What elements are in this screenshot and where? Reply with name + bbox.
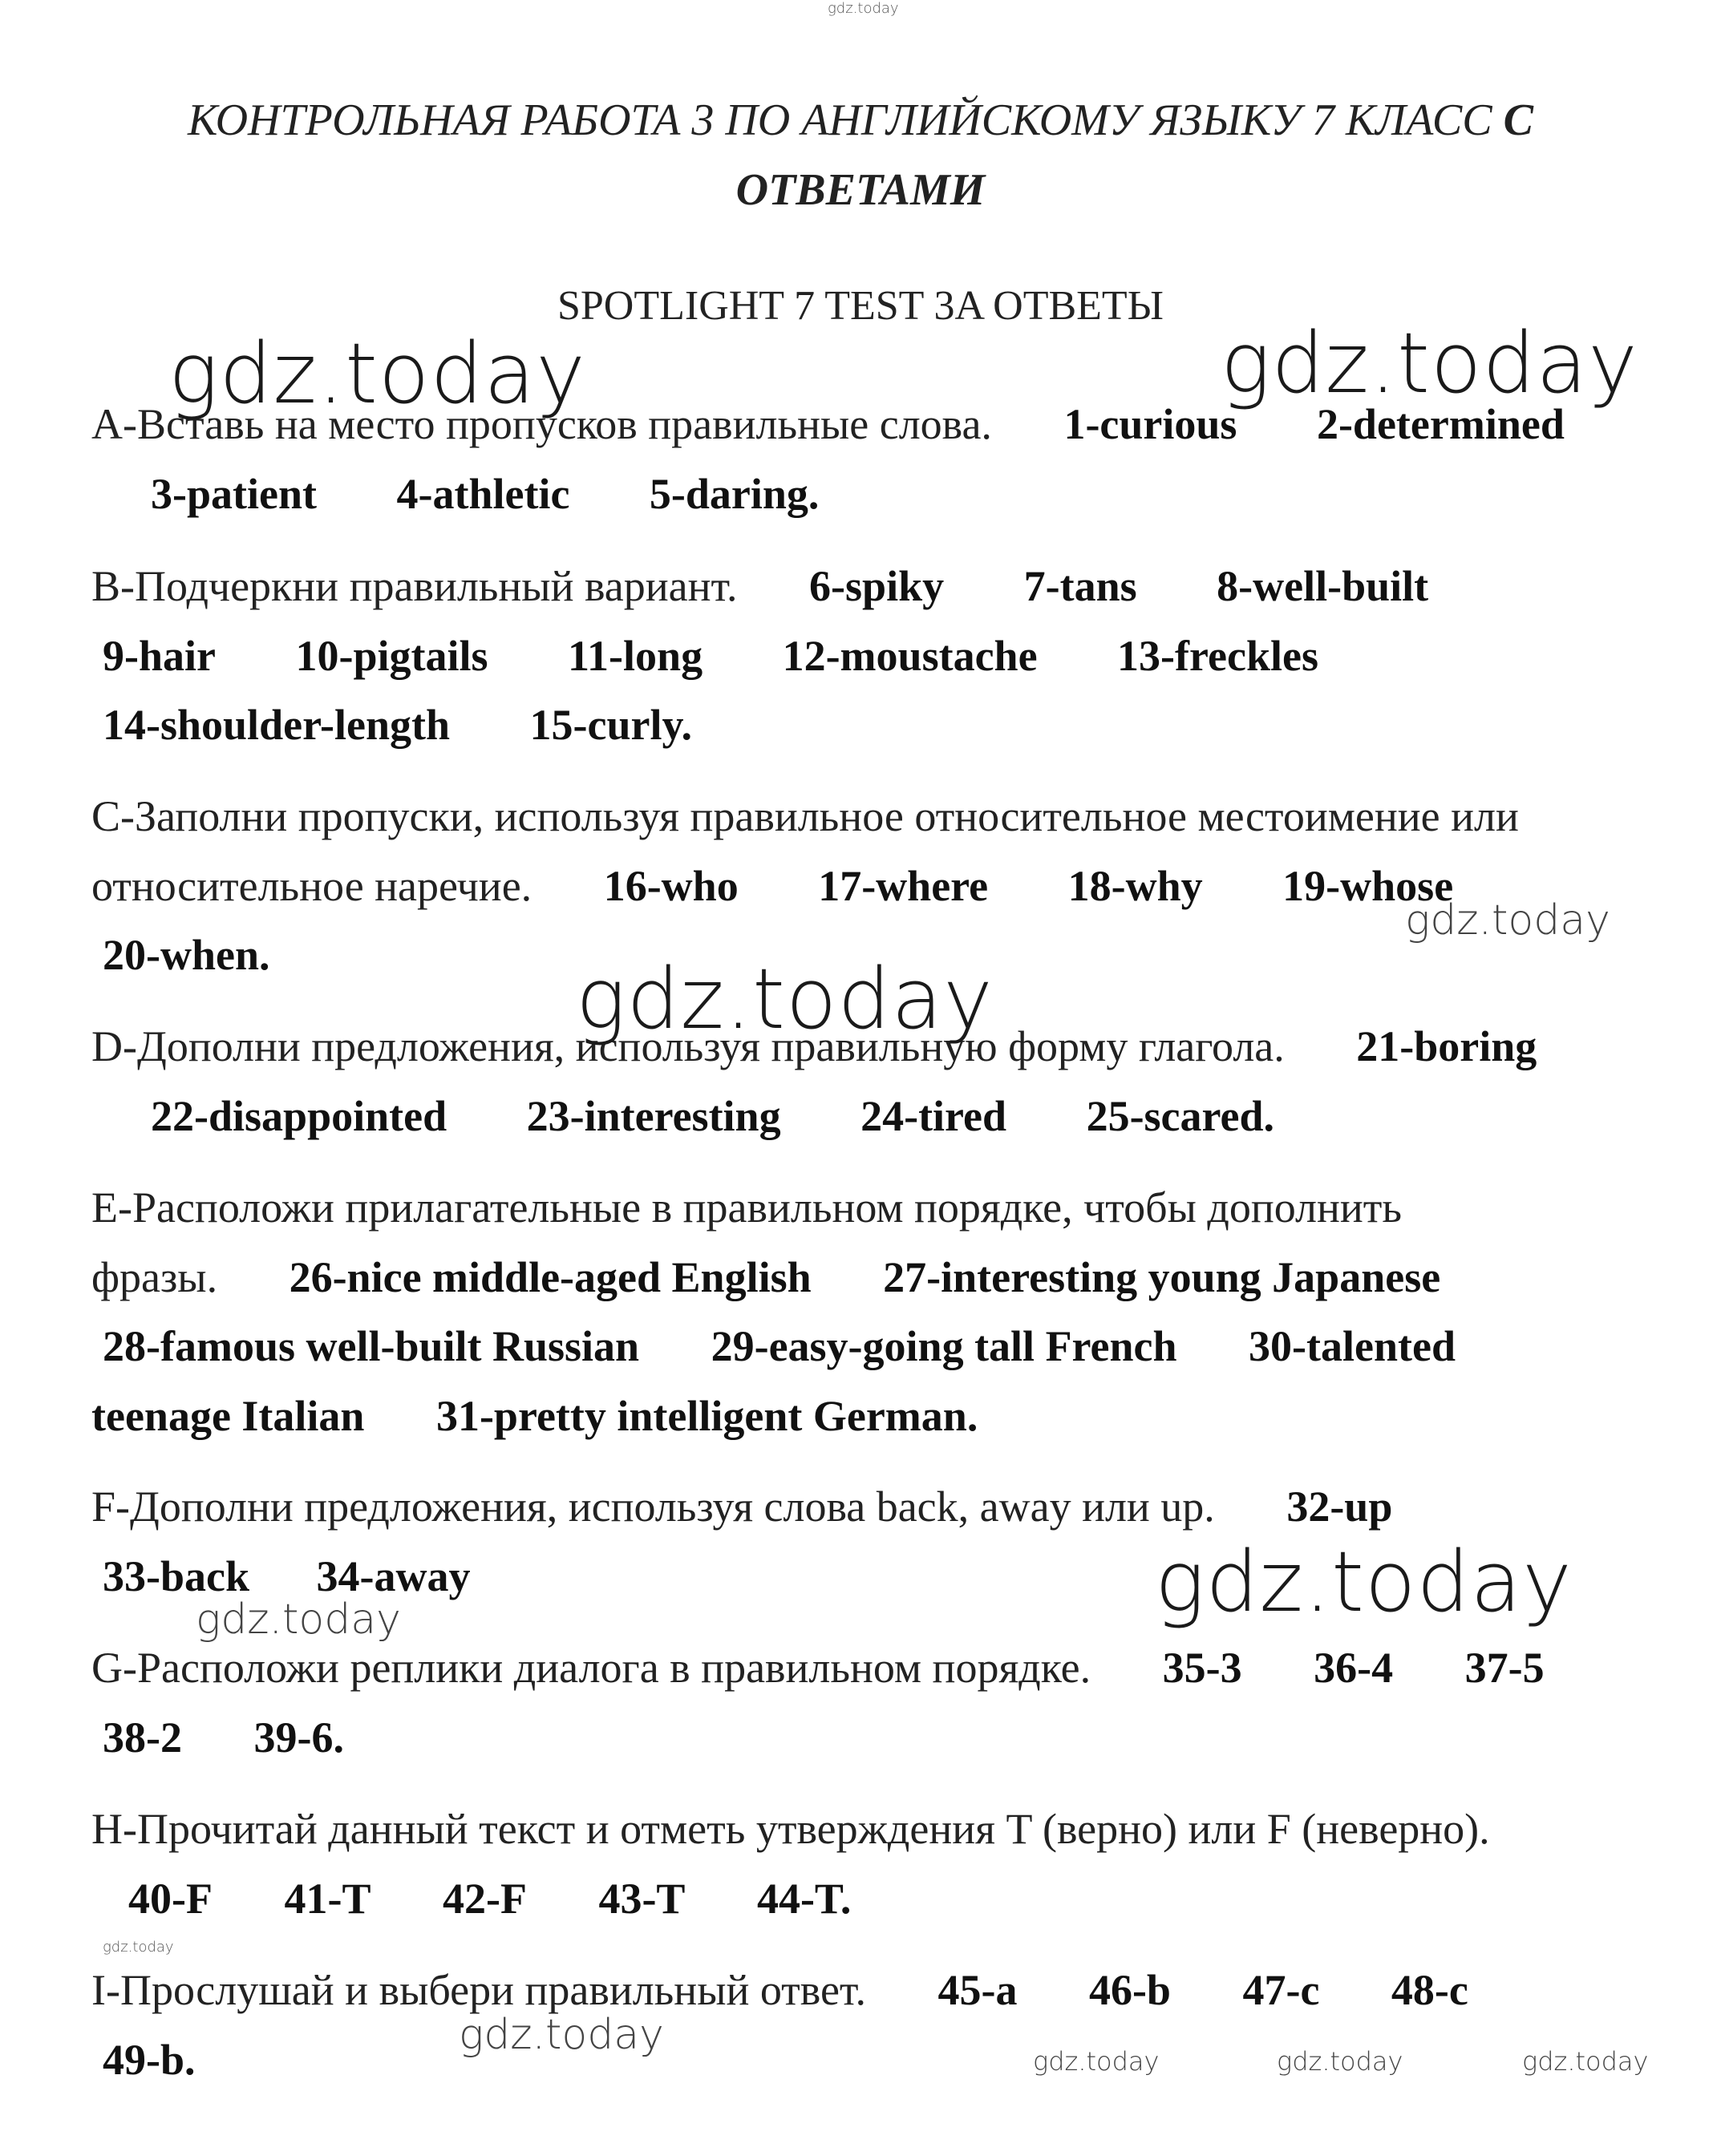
answer-item: 32-up [1286,1483,1393,1531]
watermark: gdz.today [1405,896,1610,945]
answer-item: 49-b. [103,2036,196,2084]
watermark: gdz.today [168,325,586,423]
watermark: gdz.today [103,1939,174,1956]
answer-item: 29-easy-going tall French [711,1322,1177,1370]
section-e-line2 [91,1252,1440,1302]
watermark: gdz.today [459,2011,664,2059]
section-c-line1 [91,791,1519,841]
answer-item: 15-curly. [529,701,693,749]
answer-item: 27-interesting young Japanese [883,1253,1441,1301]
answer-item: 6-spiky [809,562,945,610]
section-b-line3 [103,700,692,750]
answer-item: 47-c [1242,1966,1320,2014]
section-i-line2 [103,2035,196,2085]
answer-item: 34-away [316,1552,471,1600]
answer-item: 19-whose [1282,862,1454,910]
answer-item: 48-c [1391,1966,1468,2014]
answer-item: teenage Italian [91,1392,365,1440]
watermark: gdz.today [196,1596,401,1644]
section-b-line2 [103,631,1318,681]
answer-item: 17-where [818,862,989,910]
watermark: gdz.today [1277,2046,1403,2077]
section-f-prompt: F-Дополни предложения, используя слова back, away или up. [91,1483,1215,1531]
watermark: gdz.today [1033,2046,1160,2077]
answer-item: 11-long [568,632,703,680]
answer-item: 36-4 [1314,1644,1394,1692]
title-line2-bold: ОТВЕТАМИ [735,165,986,215]
page-title-line2 [0,164,1721,216]
answer-item: 1-curious [1063,400,1237,448]
answer-item: 7-tans [1023,562,1137,610]
section-d-prompt: D-Дополни предложения, используя правильную форму глагола. [91,1022,1285,1070]
watermark: gdz.today [1221,314,1638,412]
answer-item: 22-disappointed [151,1092,447,1140]
answer-item: 2-determined [1316,400,1565,448]
section-f-line2 [103,1551,471,1601]
answer-item: 42-F [442,1875,527,1923]
section-h-line1 [91,1804,1490,1854]
section-c-line3 [103,930,270,980]
answer-item: 25-scared. [1086,1092,1275,1140]
answer-item: 16-who [603,862,739,910]
answer-item: 31-pretty intelligent German. [435,1392,978,1440]
answer-item: 24-tired [860,1092,1007,1140]
section-h-prompt: H-Прочитай данный текст и отметь утверждения T (верно) или F (неверно). [91,1805,1490,1853]
section-c-prompt-line1: C-Заполни пропуски, используя правильное относительное местоимение или [91,792,1519,840]
answer-item: 35-3 [1162,1644,1242,1692]
watermark: gdz.today [828,0,899,17]
section-e-prompt-line1: E-Расположи прилагательные в правильном порядке, чтобы дополнить [91,1183,1403,1232]
answer-item: 8-well-built [1217,562,1429,610]
answer-item: 45-a [937,1966,1018,2014]
section-h-line2 [128,1874,851,1923]
page-subtitle: SPOTLIGHT 7 TEST 3A ОТВЕТЫ [557,283,1164,329]
section-e-line3 [103,1321,1456,1371]
answer-item: 20-when. [103,931,270,979]
answer-item: 13-freckles [1117,632,1318,680]
title-plain: КОНТРОЛЬНАЯ РАБОТА 3 ПО АНГЛИЙСКОМУ ЯЗЫКУ 7 КЛАСС [188,95,1504,145]
section-c-prompt-line2: относительное наречие. [91,862,532,910]
section-e-line4 [91,1391,978,1441]
page-title-line1 [0,95,1721,146]
answer-item: 40-F [128,1875,213,1923]
answer-item: 4-athletic [396,470,570,518]
answer-item: 33-back [103,1552,250,1600]
section-a-prompt: A-Вставь на место пропусков правильные слова. [91,400,992,448]
answer-item: 30-talented [1249,1322,1456,1370]
section-a-line2 [151,469,819,519]
answer-item: 38-2 [103,1713,182,1762]
watermark: gdz.today [1522,2046,1649,2077]
answer-item: 3-patient [151,470,317,518]
answer-item: 23-interesting [526,1092,781,1140]
answer-item: 21-boring [1356,1022,1537,1070]
section-e-line1 [91,1183,1402,1232]
answer-item: 5-daring. [649,470,820,518]
answer-item: 28-famous well-built Russian [103,1322,640,1370]
watermark: gdz.today [1155,1533,1573,1631]
section-g-line1 [91,1643,1545,1693]
answer-item: 12-moustache [782,632,1038,680]
answer-item: 41-T [284,1875,371,1923]
answer-item: 46-b [1088,1966,1171,2014]
section-i-prompt: I-Прослушай и выбери правильный ответ. [91,1966,866,2014]
section-g-line2 [103,1713,344,1762]
answer-item: 18-why [1067,862,1203,910]
section-i-line1 [91,1965,1468,2015]
title-bold: С [1503,95,1533,145]
section-e-prompt-line2: фразы. [91,1253,218,1301]
section-f-line1 [91,1482,1392,1531]
section-b-line1 [91,561,1428,611]
answer-item: 14-shoulder-length [103,701,451,749]
answer-item: 9-hair [103,632,216,680]
answer-item: 43-T [598,1875,686,1923]
answer-item: 37-5 [1464,1644,1545,1692]
answer-item: 10-pigtails [295,632,488,680]
answer-item: 39-6. [253,1713,344,1762]
section-d-line2 [151,1091,1274,1141]
section-b-prompt: B-Подчеркни правильный вариант. [91,562,738,610]
answer-item: 44-T. [756,1875,852,1923]
section-g-prompt: G-Расположи реплики диалога в правильном порядке. [91,1644,1091,1692]
answer-item: 26-nice middle-aged English [289,1253,812,1301]
section-c-line2 [91,861,1453,911]
watermark: gdz.today [576,950,994,1048]
